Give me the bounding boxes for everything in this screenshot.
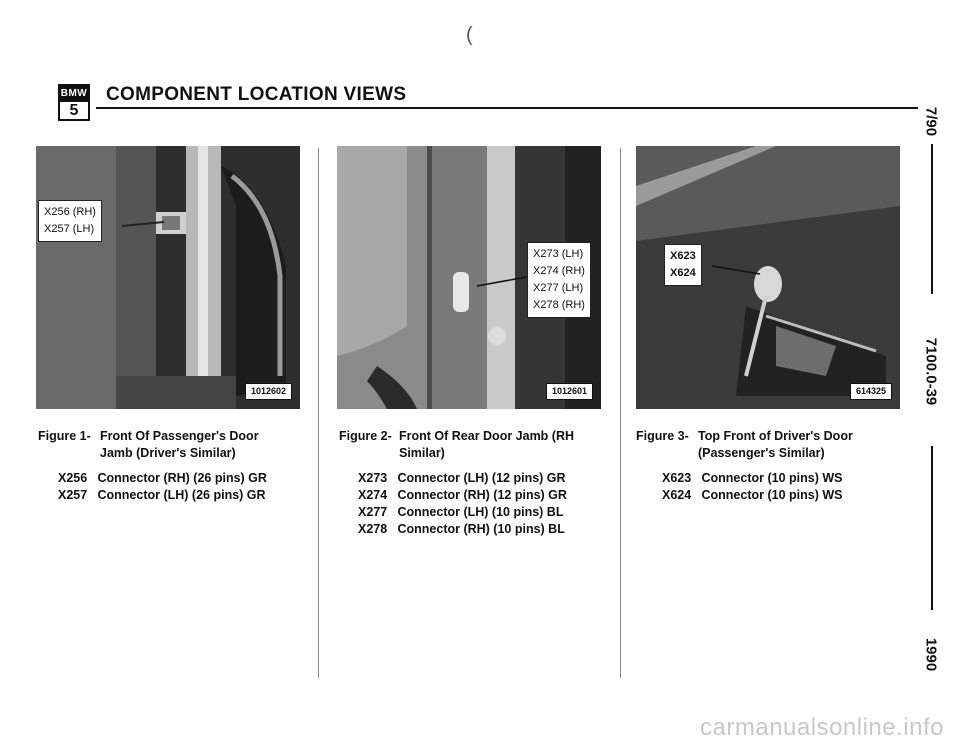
figure-2-photo-code: 1012601 — [546, 383, 593, 400]
list-item — [58, 470, 267, 487]
connector-code: X623 — [662, 471, 692, 485]
photo-label: X277 (LH) — [533, 282, 584, 294]
figure-2-connector-list — [358, 470, 567, 538]
side-rule — [931, 446, 933, 610]
figure-caption-text: Front Of Passenger's Door Jamb (Driver's Similar) — [100, 429, 259, 460]
connector-code: X278 — [358, 522, 388, 536]
connector-desc: Connector (RH) (12 pins) GR — [397, 488, 567, 502]
figure-1-photo-code: 1012602 — [245, 383, 292, 400]
list-item — [662, 470, 842, 487]
figure-3-photo — [636, 146, 900, 409]
photo-label: X273 (LH) — [533, 248, 584, 260]
connector-code: X277 — [358, 505, 388, 519]
watermark: carmanualsonline.info — [700, 714, 944, 741]
logo-brand: BMW — [60, 86, 88, 102]
photo-label: X257 (LH) — [44, 223, 95, 235]
photo-label: X256 (RH) — [44, 206, 96, 218]
connector-desc: Connector (LH) (12 pins) GR — [397, 471, 566, 485]
side-year: 1990 — [922, 637, 940, 672]
scan-mark: ( — [466, 24, 473, 46]
connector-code: X256 — [58, 471, 88, 485]
connector-desc: Connector (RH) (10 pins) BL — [397, 522, 565, 536]
connector-desc: Connector (RH) (26 pins) GR — [97, 471, 267, 485]
column-divider — [318, 148, 319, 678]
figure-1-callout — [38, 200, 102, 242]
title-rule — [96, 107, 918, 109]
list-item — [358, 487, 567, 504]
logo-series: 5 — [69, 102, 79, 119]
connector-desc: Connector (LH) (26 pins) GR — [97, 488, 266, 502]
connector-desc: Connector (10 pins) WS — [701, 471, 843, 485]
side-rule — [931, 144, 933, 294]
figure-1-connector-list — [58, 470, 267, 504]
page-title: COMPONENT LOCATION VIEWS — [106, 84, 407, 105]
figure-number: Figure 2- — [339, 429, 392, 443]
connector-code: X273 — [358, 471, 388, 485]
side-date: 7/90 — [922, 106, 940, 137]
figure-caption-text: Top Front of Driver's Door (Passenger's Similar) — [698, 429, 853, 460]
connector-desc: Connector (10 pins) WS — [701, 488, 843, 502]
figure-2-callout — [527, 242, 591, 318]
figure-number: Figure 1- — [38, 429, 91, 443]
list-item — [358, 504, 567, 521]
figure-number: Figure 3- — [636, 429, 689, 443]
connector-desc: Connector (LH) (10 pins) BL — [397, 505, 564, 519]
connector-code: X624 — [662, 488, 692, 502]
photo-label: X274 (RH) — [533, 265, 585, 277]
bmw-5-series-logo — [58, 84, 90, 121]
photo-label: X623 — [670, 250, 696, 262]
figure-3-photo-code: 614325 — [850, 383, 892, 400]
connector-code: X257 — [58, 488, 88, 502]
figure-2-photo — [337, 146, 601, 409]
side-page-number: 7100.0-39 — [922, 337, 940, 406]
list-item — [358, 521, 567, 538]
figure-caption-text: Front Of Rear Door Jamb (RH Similar) — [399, 429, 575, 460]
list-item — [58, 487, 267, 504]
figure-3-connector-list — [662, 470, 842, 504]
figure-3-callout — [664, 244, 702, 286]
list-item — [662, 487, 842, 504]
connector-code: X274 — [358, 488, 388, 502]
column-divider — [620, 148, 621, 678]
figure-1-photo-art — [36, 146, 300, 409]
list-item — [358, 470, 567, 487]
figure-1-photo — [36, 146, 300, 409]
photo-label: X278 (RH) — [533, 299, 585, 311]
photo-label: X624 — [670, 267, 696, 279]
